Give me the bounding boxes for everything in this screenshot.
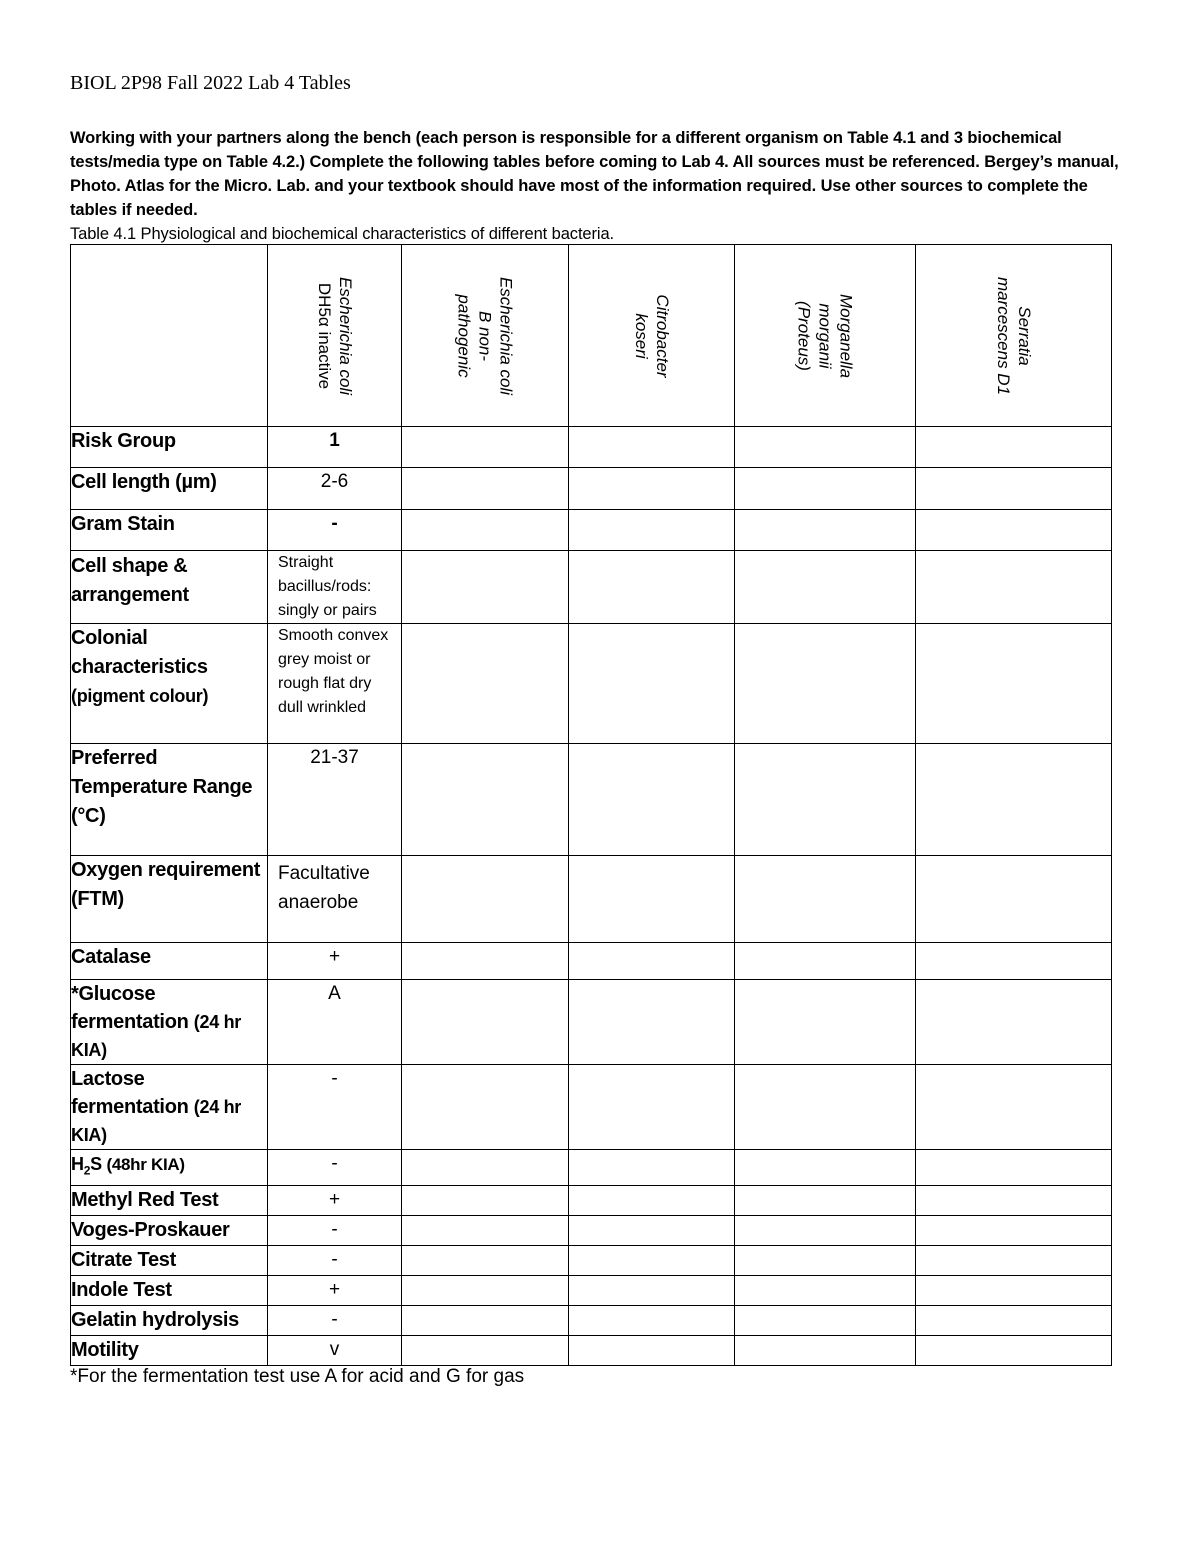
empty-cell [735,1245,916,1275]
table-row [71,468,1112,510]
table-row [71,1150,1112,1186]
empty-cell [916,1215,1112,1245]
empty-cell [916,1185,1112,1215]
empty-cell [569,624,735,744]
table-row [71,1185,1112,1215]
empty-cell [916,1065,1112,1150]
empty-cell [569,1275,735,1305]
empty-cell [735,744,916,856]
empty-cell [569,1305,735,1335]
organism-4-note: (Proteus) [794,300,814,371]
empty-cell [916,551,1112,624]
empty-cell [402,1215,569,1245]
empty-cell [569,856,735,943]
empty-cell [916,744,1112,856]
table-row [71,624,1112,744]
row-label-h2s-rest: S [90,1154,102,1174]
empty-cell [735,856,916,943]
empty-cell [402,427,569,468]
value-lactose: - [268,1065,402,1150]
empty-cell [735,1065,916,1150]
value-oxygen: Facultative anaerobe [268,856,402,943]
empty-cell [916,1335,1112,1365]
value-indole: + [268,1275,402,1305]
table-row [71,427,1112,468]
table-row [71,1215,1112,1245]
empty-cell [402,1335,569,1365]
organism-2-note: pathogenic [454,293,474,378]
empty-cell [569,1335,735,1365]
value-risk-group: 1 [268,427,402,468]
row-label-motility: Motility [71,1335,268,1365]
table-row [71,1275,1112,1305]
table-row [71,1335,1112,1365]
table-row [71,1305,1112,1335]
empty-cell [735,943,916,980]
empty-cell [569,468,735,510]
header-organism-1 [268,245,402,427]
table-row [71,551,1112,624]
row-label-risk-group: Risk Group [71,427,268,468]
row-label-colonial-main: Colonial characteristics [71,627,208,678]
value-temperature: 21-37 [268,744,402,856]
empty-cell [402,1245,569,1275]
empty-cell [916,624,1112,744]
empty-cell [916,510,1112,551]
header-organism-3 [569,245,735,427]
value-gelatin: - [268,1305,402,1335]
empty-cell [916,1245,1112,1275]
organism-3-genus: Citrobacter [652,293,672,378]
instructions-paragraph: Working with your partners along the bench (each person is responsible for a different organism on Table 4.1 and 3 biochemical tests/media type on Table 4.2.) Complete the following tables before coming to Lab 4. All sources must be referenced. Bergey’s manual, Photo. Atlas for the Micro. Lab. and your textbook should have most of the information required. Use other sources to complete the tables if needed. [70,129,1119,219]
empty-cell [402,744,569,856]
empty-cell [569,744,735,856]
empty-cell [735,624,916,744]
organism-5-genus: Serratia [1014,305,1034,366]
value-voges-proskauer: - [268,1215,402,1245]
row-label-glucose-extra: (24 hr KIA) [71,1012,242,1060]
row-label-h2s-prefix: H [71,1154,84,1174]
empty-cell [916,943,1112,980]
row-label-oxygen: Oxygen requirement (FTM) [71,856,268,943]
empty-cell [735,1305,916,1335]
empty-cell [916,427,1112,468]
table-row [71,510,1112,551]
value-cell-shape: Straight bacillus/rods: singly or pairs [268,551,402,624]
empty-cell [402,1305,569,1335]
row-label-lactose-main: Lactose fermentation [71,1068,189,1118]
value-colonial: Smooth convex grey moist or rough flat dry dull wrinkled [268,624,402,744]
organism-5-species: marcescens D1 [993,276,1013,395]
empty-cell [735,510,916,551]
row-label-h2s-subscript: 2 [83,1163,91,1178]
empty-cell [735,1335,916,1365]
empty-cell [402,1275,569,1305]
empty-cell [569,1185,735,1215]
empty-cell [735,1275,916,1305]
row-label-voges-proskauer: Voges-Proskauer [71,1215,268,1245]
value-h2s: - [268,1150,402,1186]
table-row [71,744,1112,856]
empty-cell [402,510,569,551]
empty-cell [402,468,569,510]
row-label-glucose-main: *Glucose fermentation [71,983,189,1033]
empty-cell [402,1065,569,1150]
row-label-glucose [71,980,268,1065]
row-label-indole: Indole Test [71,1275,268,1305]
empty-cell [569,1065,735,1150]
empty-cell [402,943,569,980]
empty-cell [916,980,1112,1065]
empty-cell [569,1150,735,1186]
value-cell-length: 2-6 [268,468,402,510]
empty-cell [569,551,735,624]
row-label-gram-stain: Gram Stain [71,510,268,551]
empty-cell [569,1245,735,1275]
table-row [71,1245,1112,1275]
empty-cell [735,468,916,510]
empty-cell [402,980,569,1065]
header-organism-2 [402,245,569,427]
header-corner-cell [71,245,268,427]
organism-1-name: Escherichia coli [335,276,355,395]
organism-3-species: koseri [631,312,651,359]
row-label-cell-shape: Cell shape & arrangement [71,551,268,624]
header-organism-5 [916,245,1112,427]
row-label-methyl-red: Methyl Red Test [71,1185,268,1215]
table-row [71,980,1112,1065]
organism-1-strain: DH5α inactive [314,282,334,389]
value-methyl-red: + [268,1185,402,1215]
empty-cell [916,1305,1112,1335]
characteristics-table [70,244,1112,1366]
empty-cell [569,980,735,1065]
row-label-h2s [71,1150,268,1186]
empty-cell [735,551,916,624]
row-label-lactose [71,1065,268,1150]
organism-2-strain: B non- [475,310,495,361]
empty-cell [916,1275,1112,1305]
table-row [71,1065,1112,1150]
table-row [71,943,1112,980]
empty-cell [735,427,916,468]
row-label-colonial [71,624,268,744]
table-caption: Table 4.1 Physiological and biochemical characteristics of different bacteria. [70,225,615,243]
empty-cell [916,856,1112,943]
value-glucose: A [268,980,402,1065]
empty-cell [569,1215,735,1245]
organism-4-species: morganii [815,302,835,369]
value-gram-stain: - [268,510,402,551]
fermentation-footnote: *For the fermentation test use A for acid and G for gas [70,1366,525,1387]
empty-cell [402,1150,569,1186]
row-label-cell-length: Cell length (µm) [71,468,268,510]
row-label-temperature: Preferred Temperature Range (°C) [71,744,268,856]
header-organism-4 [735,245,916,427]
row-label-h2s-extra: (48hr KIA) [106,1155,185,1174]
value-catalase: + [268,943,402,980]
value-motility: v [268,1335,402,1365]
empty-cell [916,1150,1112,1186]
empty-cell [569,427,735,468]
organism-2-name: Escherichia coli [496,276,516,395]
empty-cell [402,856,569,943]
empty-cell [916,468,1112,510]
empty-cell [402,551,569,624]
empty-cell [735,980,916,1065]
empty-cell [569,943,735,980]
table-row [71,856,1112,943]
empty-cell [735,1215,916,1245]
empty-cell [402,624,569,744]
empty-cell [569,510,735,551]
value-citrate: - [268,1245,402,1275]
empty-cell [402,1185,569,1215]
empty-cell [735,1185,916,1215]
organism-4-genus: Morganella [836,293,856,378]
empty-cell [735,1150,916,1186]
row-label-citrate: Citrate Test [71,1245,268,1275]
row-label-lactose-extra: (24 hr KIA) [71,1097,242,1145]
row-label-catalase: Catalase [71,943,268,980]
document-title: BIOL 2P98 Fall 2022 Lab 4 Tables [70,72,351,94]
row-label-colonial-extra: (pigment colour) [71,686,209,706]
row-label-gelatin: Gelatin hydrolysis [71,1305,268,1335]
table-header-row [71,245,1112,427]
